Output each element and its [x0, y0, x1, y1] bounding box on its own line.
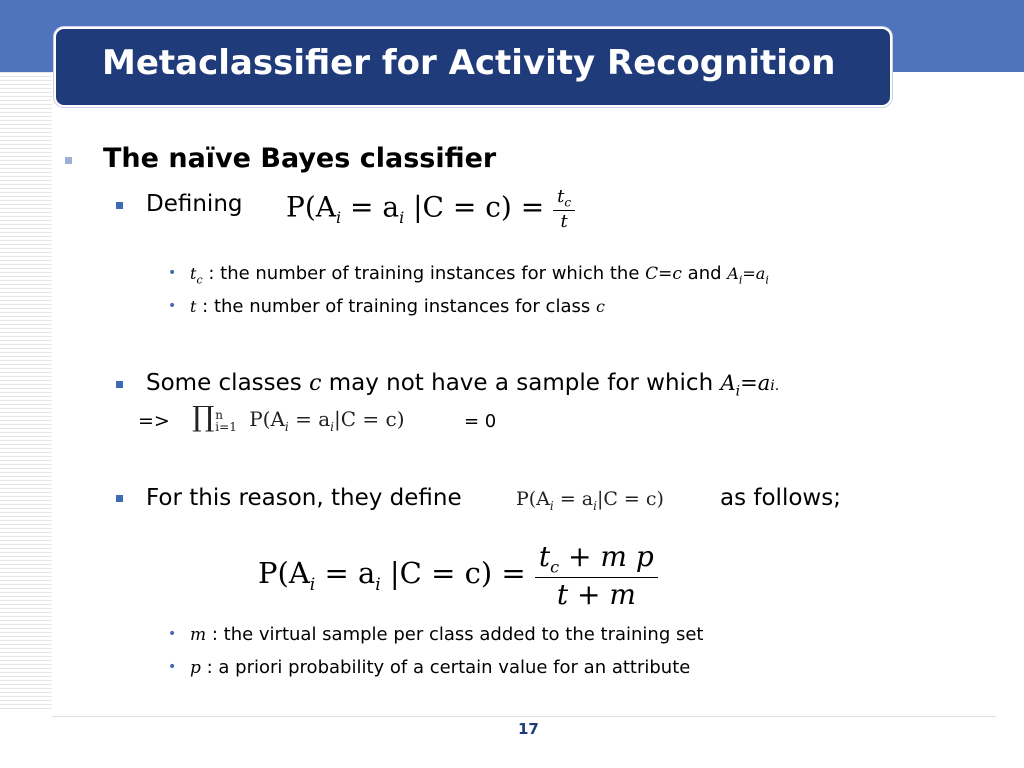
formula-inline: [516, 488, 664, 513]
bullet-square-icon: [65, 157, 72, 164]
var-A: A: [720, 371, 736, 395]
product-sup: n: [215, 407, 224, 422]
var-c: c: [309, 371, 322, 396]
formula-sub: i: [335, 207, 342, 227]
fraction-denominator: t: [560, 210, 568, 232]
formula-text: |C = c) =: [389, 555, 526, 590]
formula-sub: i: [330, 420, 334, 434]
formula-sub: i: [593, 498, 597, 513]
title-box: [54, 27, 892, 107]
t-text: : the number of training instances for class: [202, 296, 591, 317]
bullet-square-icon: [116, 202, 123, 209]
p-text: : a priori probability of a certain value for an attribute: [206, 657, 691, 678]
formula-text: = a: [324, 555, 376, 590]
text: may not have a sample for which: [328, 370, 714, 396]
m-definition: [190, 624, 704, 645]
cond-sub: i: [765, 273, 769, 287]
bullet-square-icon: [116, 495, 123, 502]
var-t: t: [190, 264, 197, 283]
formula-sub: i: [284, 420, 289, 434]
arrow-label: =>: [138, 410, 170, 432]
as-follows-text: as follows;: [720, 485, 841, 511]
formula-text: = a: [350, 190, 400, 224]
formula-text: = a: [559, 488, 594, 510]
var-p: p: [190, 658, 201, 678]
formula-sub: i: [309, 574, 316, 595]
bullet-square-icon: [116, 381, 123, 388]
formula-fraction: [535, 540, 658, 611]
t-definition: [190, 296, 605, 317]
var-sub: i.: [770, 378, 780, 394]
product-symbol: ∏: [192, 400, 215, 433]
formula-fraction: [553, 186, 575, 232]
formula-sub: i: [549, 498, 554, 513]
fraction-numerator: $t_c$: [553, 186, 575, 211]
tc-text: : the number of training instances for which the: [208, 263, 640, 284]
formula-sub: i: [375, 574, 381, 595]
formula-product: [192, 400, 405, 434]
for-reason-text: For this reason, they define: [146, 485, 462, 511]
bullet-dot-icon: •: [168, 659, 177, 675]
formula-text: P(A: [258, 555, 310, 590]
formula-final: [258, 540, 658, 611]
cond-C: C=c: [645, 264, 682, 284]
var-sub: i: [735, 383, 741, 400]
cond-sub: i: [738, 273, 743, 287]
bullet-dot-icon: •: [168, 626, 177, 642]
cond-A: A: [727, 264, 739, 283]
formula-text: P(A: [249, 407, 285, 431]
var-m: m: [190, 625, 207, 645]
bullet-dot-icon: •: [168, 298, 177, 314]
left-stripes: [0, 72, 52, 712]
formula-text: |C = c): [333, 407, 405, 431]
var-eq: =a: [740, 371, 771, 395]
m-text: : the virtual sample per class added to the training set: [211, 624, 704, 645]
defining-label: Defining: [146, 191, 243, 217]
p-definition: [190, 657, 690, 678]
var-c: c: [595, 297, 605, 316]
slide-title: Metaclassifier for Activity Recognition: [102, 43, 836, 83]
page-number: 17: [518, 720, 539, 738]
formula-text: = a: [295, 407, 331, 431]
equals-zero: = 0: [464, 411, 497, 432]
formula-text: P(A: [516, 488, 550, 510]
formula-text: |C = c): [596, 488, 664, 510]
text: Some classes: [146, 370, 302, 396]
formula-text: P(A: [286, 190, 336, 224]
fraction-denominator: t + m: [556, 577, 636, 611]
formula-defining: [286, 186, 575, 232]
footer-divider: [52, 716, 996, 717]
var-sub: c: [196, 273, 203, 287]
bullet-dot-icon: •: [168, 265, 177, 281]
some-classes-line: [146, 370, 779, 400]
and-text: and: [687, 263, 722, 284]
fraction-numerator: $t_c + m$ p: [535, 540, 658, 578]
cond-eq: =a: [742, 264, 766, 283]
formula-text: |C = c) =: [413, 190, 545, 224]
tc-definition: [190, 263, 769, 287]
formula-sub: i: [399, 207, 405, 227]
product-sub: i=1: [215, 419, 237, 434]
var-t: t: [190, 297, 197, 316]
heading-naive-bayes: The naïve Bayes classifier: [103, 143, 497, 174]
